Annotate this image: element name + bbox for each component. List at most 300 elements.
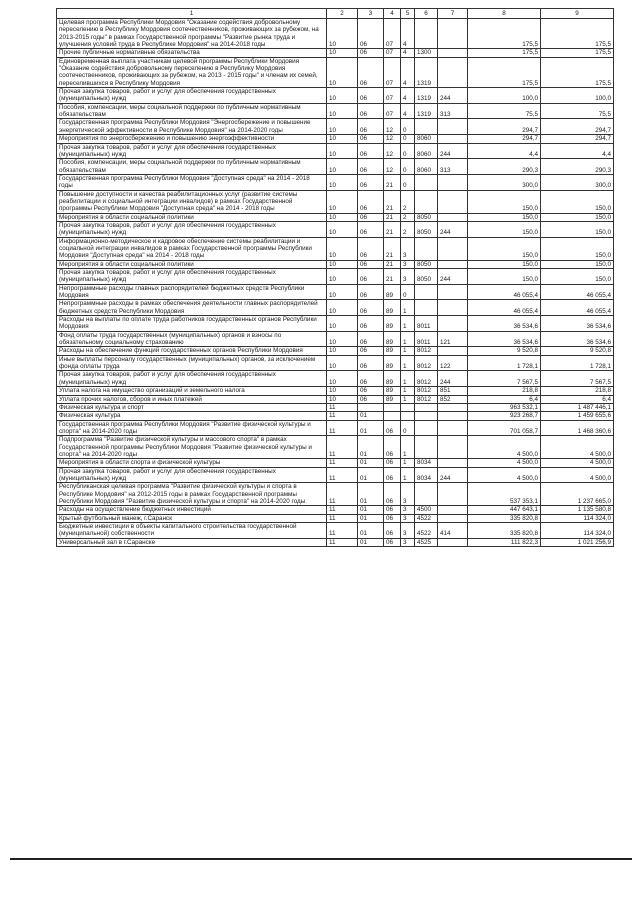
- table-row: [57, 237, 614, 260]
- table-row: [57, 420, 614, 436]
- amount-2016-cell: 1 237 665,0: [541, 483, 614, 506]
- section-code-cell: 11: [327, 506, 358, 514]
- row-name-cell: Непрограммные расходы главных распорядителей бюджетных средств Республики Мордовия: [57, 284, 327, 300]
- amount-2016-cell: 1 468 360,6: [541, 420, 614, 436]
- expense-type-cell: [438, 19, 468, 49]
- section-code-cell: 11: [327, 436, 358, 459]
- row-name-cell: Повышение доступности и качества реабилитационных услуг (развитие системы реабилитации и социальной интеграции инвалидов) в рамках Государственной программы Республики Мордовия "Доступная среда" на 2014 - 2018 годы: [57, 190, 327, 213]
- amount-2015-cell: 300,0: [468, 174, 541, 190]
- subprogram-code-cell: 3: [401, 538, 415, 546]
- table-row: [57, 221, 614, 237]
- amount-2016-cell: 9 520,8: [541, 347, 614, 355]
- article-code-cell: [415, 284, 438, 300]
- program-code-cell: 06: [384, 436, 401, 459]
- row-name-cell: Информационно-методическое и кадровое обеспечение системы реабилитации и социальной интеграции инвалидов в рамках Государственной программы Республики Мордовия "Доступная среда" на 2014 - 2018 годы: [57, 237, 327, 260]
- subprogram-code-cell: 1: [401, 347, 415, 355]
- subprogram-code-cell: 4: [401, 49, 415, 57]
- program-code-cell: 06: [384, 514, 401, 522]
- subsection-code-cell: 06: [358, 88, 384, 104]
- amount-2015-cell: 4 500,0: [468, 436, 541, 459]
- table-body: [57, 19, 614, 547]
- article-code-cell: [415, 190, 438, 213]
- program-code-cell: 07: [384, 103, 401, 119]
- subprogram-code-cell: [401, 412, 415, 420]
- program-code-cell: 12: [384, 135, 401, 143]
- subprogram-code-cell: 1: [401, 371, 415, 387]
- table-row: [57, 347, 614, 355]
- row-name-cell: Республиканская целевая программа "Развитие физической культуры и спорта в Республике Мордовия" на 2012-2015 годы в рамках Государственной программы Республики Мордовия "Развитие физической культуры и спорта" на 2014-2020 годы: [57, 483, 327, 506]
- row-name-cell: Бюджетные инвестиции в объекты капитального строительства государственной (муниципальной) собственности: [57, 523, 327, 539]
- amount-2015-cell: 100,0: [468, 88, 541, 104]
- expense-type-cell: 852: [438, 395, 468, 403]
- section-code-cell: 11: [327, 420, 358, 436]
- row-name-cell: Иные выплаты персоналу государственных (муниципальных) органов, за исключением фонда оплаты труда: [57, 355, 327, 371]
- amount-2015-cell: 4,4: [468, 143, 541, 159]
- row-name-cell: Пособия, компенсации, меры социальной поддержки по публичным нормативным обязательствам: [57, 103, 327, 119]
- article-code-cell: 8050: [415, 260, 438, 268]
- subsection-code-cell: 06: [358, 331, 384, 347]
- program-code-cell: 21: [384, 174, 401, 190]
- table-row: [57, 483, 614, 506]
- table-row: [57, 260, 614, 268]
- expense-type-cell: 121: [438, 331, 468, 347]
- subsection-code-cell: 06: [358, 316, 384, 332]
- subsection-code-cell: 01: [358, 514, 384, 522]
- amount-2016-cell: 4 500,0: [541, 467, 614, 483]
- column-header-2: 2: [327, 9, 358, 19]
- amount-2016-cell: 100,0: [541, 88, 614, 104]
- subsection-code-cell: 06: [358, 260, 384, 268]
- section-code-cell: 10: [327, 19, 358, 49]
- subsection-code-cell: 06: [358, 49, 384, 57]
- row-name-cell: Непрограммные расходы в рамках обеспечения деятельности главных распорядителей бюджетных средств Республики Мордовия: [57, 300, 327, 316]
- subsection-code-cell: [358, 403, 384, 411]
- program-code-cell: [384, 403, 401, 411]
- expense-type-cell: 244: [438, 88, 468, 104]
- program-code-cell: 89: [384, 395, 401, 403]
- table-row: [57, 119, 614, 135]
- amount-2015-cell: 175,5: [468, 19, 541, 49]
- expense-type-cell: 414: [438, 523, 468, 539]
- expense-type-cell: [438, 403, 468, 411]
- row-name-cell: Расходы на осуществление бюджетных инвестиций: [57, 506, 327, 514]
- section-code-cell: 10: [327, 119, 358, 135]
- table-row: [57, 213, 614, 221]
- expense-type-cell: 244: [438, 467, 468, 483]
- row-name-cell: Уплата налога на имущество организаций и земельного налога: [57, 387, 327, 395]
- article-code-cell: 8012: [415, 355, 438, 371]
- subsection-code-cell: 06: [358, 19, 384, 49]
- subprogram-code-cell: 3: [401, 506, 415, 514]
- expense-type-cell: [438, 459, 468, 467]
- subprogram-code-cell: 1: [401, 300, 415, 316]
- program-code-cell: 21: [384, 269, 401, 285]
- column-header-8: 8: [468, 9, 541, 19]
- article-code-cell: 8050: [415, 213, 438, 221]
- subsection-code-cell: 01: [358, 523, 384, 539]
- amount-2015-cell: 537 353,1: [468, 483, 541, 506]
- table-row: [57, 88, 614, 104]
- amount-2016-cell: 6,4: [541, 395, 614, 403]
- program-code-cell: 12: [384, 119, 401, 135]
- article-code-cell: [415, 412, 438, 420]
- row-name-cell: Фонд оплаты труда государственных (муниципальных) органов и взносы по обязательному социальному страхованию: [57, 331, 327, 347]
- section-code-cell: 10: [327, 347, 358, 355]
- subsection-code-cell: 01: [358, 420, 384, 436]
- section-code-cell: 10: [327, 371, 358, 387]
- amount-2015-cell: 46 055,4: [468, 284, 541, 300]
- program-code-cell: 06: [384, 483, 401, 506]
- row-name-cell: Мероприятия в области социальной политики: [57, 260, 327, 268]
- subsection-code-cell: 01: [358, 538, 384, 546]
- table-row: [57, 436, 614, 459]
- table-row: [57, 300, 614, 316]
- amount-2015-cell: 290,3: [468, 159, 541, 175]
- expense-type-cell: [438, 347, 468, 355]
- expense-type-cell: [438, 506, 468, 514]
- column-header-9: 9: [541, 9, 614, 19]
- row-name-cell: Прочая закупка товаров, работ и услуг для обеспечения государственных (муниципальных) нужд: [57, 371, 327, 387]
- expense-type-cell: [438, 300, 468, 316]
- subsection-code-cell: 06: [358, 395, 384, 403]
- row-name-cell: Прочая закупка товаров, работ и услуг для обеспечения государственных (муниципальных) нужд: [57, 143, 327, 159]
- amount-2016-cell: 175,5: [541, 49, 614, 57]
- program-code-cell: 89: [384, 284, 401, 300]
- amount-2015-cell: 175,5: [468, 49, 541, 57]
- program-code-cell: 89: [384, 331, 401, 347]
- expense-type-cell: 244: [438, 269, 468, 285]
- amount-2016-cell: 36 534,6: [541, 316, 614, 332]
- expense-type-cell: [438, 514, 468, 522]
- subsection-code-cell: 06: [358, 371, 384, 387]
- subsection-code-cell: 01: [358, 483, 384, 506]
- column-header-3: 3: [358, 9, 384, 19]
- subprogram-code-cell: 1: [401, 459, 415, 467]
- table-row: [57, 269, 614, 285]
- row-name-cell: Единовременная выплата участникам целевой программы Республики Мордовия "Оказание содействия добровольному переселению в Республику Мордовия соотечественников, проживающих за рубежом, на 2013 - 2015 годы" и членам их семей, переселившихся в Республику Мордовия: [57, 57, 327, 87]
- program-code-cell: 06: [384, 538, 401, 546]
- program-code-cell: 06: [384, 467, 401, 483]
- amount-2016-cell: 150,0: [541, 269, 614, 285]
- expense-type-cell: 244: [438, 143, 468, 159]
- article-code-cell: 8011: [415, 316, 438, 332]
- subsection-code-cell: 06: [358, 103, 384, 119]
- article-code-cell: 8012: [415, 371, 438, 387]
- program-code-cell: 07: [384, 49, 401, 57]
- article-code-cell: [415, 300, 438, 316]
- amount-2016-cell: 46 055,4: [541, 284, 614, 300]
- expense-type-cell: 313: [438, 103, 468, 119]
- section-code-cell: 10: [327, 57, 358, 87]
- amount-2016-cell: 114 324,0: [541, 514, 614, 522]
- program-code-cell: 06: [384, 523, 401, 539]
- expense-type-cell: [438, 119, 468, 135]
- table-row: [57, 57, 614, 87]
- subsection-code-cell: 06: [358, 135, 384, 143]
- amount-2015-cell: 447 643,1: [468, 506, 541, 514]
- section-code-cell: 10: [327, 221, 358, 237]
- section-code-cell: 10: [327, 103, 358, 119]
- program-code-cell: 07: [384, 19, 401, 49]
- table-row: [57, 523, 614, 539]
- section-code-cell: 10: [327, 387, 358, 395]
- amount-2015-cell: 150,0: [468, 221, 541, 237]
- row-name-cell: Прочая закупка товаров, работ и услуг для обеспечения государственных (муниципальных) нужд: [57, 467, 327, 483]
- expense-type-cell: [438, 483, 468, 506]
- row-name-cell: Крытый футбольный манеж, г.Саранск: [57, 514, 327, 522]
- row-name-cell: Прочая закупка товаров, работ и услуг для обеспечения государственных (муниципальных) нужд: [57, 221, 327, 237]
- article-code-cell: 8060: [415, 143, 438, 159]
- article-code-cell: 8012: [415, 395, 438, 403]
- subsection-code-cell: 06: [358, 347, 384, 355]
- subprogram-code-cell: 1: [401, 387, 415, 395]
- expense-type-cell: [438, 436, 468, 459]
- row-name-cell: Прочая закупка товаров, работ и услуг для обеспечения государственных (муниципальных) нужд: [57, 269, 327, 285]
- section-code-cell: 10: [327, 190, 358, 213]
- table-row: [57, 538, 614, 546]
- expense-type-cell: [438, 412, 468, 420]
- row-name-cell: Универсальный зал в г.Саранске: [57, 538, 327, 546]
- expense-type-cell: [438, 213, 468, 221]
- article-code-cell: [415, 420, 438, 436]
- section-code-cell: 11: [327, 483, 358, 506]
- amount-2016-cell: 4,4: [541, 143, 614, 159]
- amount-2015-cell: 150,0: [468, 213, 541, 221]
- program-code-cell: 07: [384, 57, 401, 87]
- table-row: [57, 412, 614, 420]
- row-name-cell: Мероприятия по энергосбережению и повышению энергоэффективности: [57, 135, 327, 143]
- expense-type-cell: [438, 190, 468, 213]
- article-code-cell: 8060: [415, 135, 438, 143]
- table-row: [57, 159, 614, 175]
- amount-2016-cell: 1 135 580,8: [541, 506, 614, 514]
- amount-2015-cell: 175,5: [468, 57, 541, 87]
- section-code-cell: 11: [327, 412, 358, 420]
- table-row: [57, 103, 614, 119]
- amount-2015-cell: 46 055,4: [468, 300, 541, 316]
- program-code-cell: 89: [384, 387, 401, 395]
- program-code-cell: 21: [384, 190, 401, 213]
- column-header-6: 6: [415, 9, 438, 19]
- subprogram-code-cell: 0: [401, 174, 415, 190]
- amount-2016-cell: 300,0: [541, 174, 614, 190]
- article-code-cell: 1319: [415, 103, 438, 119]
- expense-type-cell: 244: [438, 371, 468, 387]
- subsection-code-cell: 01: [358, 467, 384, 483]
- article-code-cell: 8060: [415, 159, 438, 175]
- table-row: [57, 355, 614, 371]
- amount-2016-cell: 36 534,6: [541, 331, 614, 347]
- article-code-cell: 8034: [415, 459, 438, 467]
- section-code-cell: 10: [327, 331, 358, 347]
- amount-2015-cell: 75,5: [468, 103, 541, 119]
- subsection-code-cell: 01: [358, 459, 384, 467]
- row-name-cell: Расходы на выплаты по оплате труда работников государственных органов Республики Мордовия: [57, 316, 327, 332]
- subprogram-code-cell: 3: [401, 260, 415, 268]
- article-code-cell: 1319: [415, 88, 438, 104]
- subprogram-code-cell: 1: [401, 395, 415, 403]
- amount-2015-cell: 111 822,3: [468, 538, 541, 546]
- page-bottom-rule: [10, 858, 632, 860]
- subsection-code-cell: 06: [358, 355, 384, 371]
- program-code-cell: 07: [384, 88, 401, 104]
- program-code-cell: 89: [384, 316, 401, 332]
- table-row: [57, 143, 614, 159]
- table-row: [57, 387, 614, 395]
- subprogram-code-cell: 2: [401, 190, 415, 213]
- column-header-4: 4: [384, 9, 401, 19]
- expense-type-cell: [438, 57, 468, 87]
- row-name-cell: Целевая программа Республики Мордовия "Оказание содействия добровольному переселению в Республику Мордовия соотечественников, проживающих за рубежом, на 2013-2015 годы" в рамках Государственной программы "Развитие рынка труда и улучшения условий труда в Республике Мордовия" на 2014-2018 годы: [57, 19, 327, 49]
- subprogram-code-cell: 3: [401, 237, 415, 260]
- section-code-cell: 10: [327, 395, 358, 403]
- amount-2016-cell: 290,3: [541, 159, 614, 175]
- amount-2016-cell: 150,0: [541, 213, 614, 221]
- article-code-cell: [415, 403, 438, 411]
- program-code-cell: 21: [384, 260, 401, 268]
- subsection-code-cell: 06: [358, 190, 384, 213]
- subprogram-code-cell: [401, 403, 415, 411]
- expense-type-cell: [438, 135, 468, 143]
- table-row: [57, 371, 614, 387]
- amount-2016-cell: 294,7: [541, 135, 614, 143]
- expense-type-cell: [438, 237, 468, 260]
- amount-2016-cell: 175,5: [541, 57, 614, 87]
- program-code-cell: 06: [384, 459, 401, 467]
- subprogram-code-cell: 0: [401, 420, 415, 436]
- article-code-cell: [415, 483, 438, 506]
- section-code-cell: 10: [327, 213, 358, 221]
- amount-2015-cell: 294,7: [468, 135, 541, 143]
- section-code-cell: 10: [327, 174, 358, 190]
- column-header-1: 1: [57, 9, 327, 19]
- subsection-code-cell: 06: [358, 221, 384, 237]
- section-code-cell: 10: [327, 284, 358, 300]
- section-code-cell: 10: [327, 49, 358, 57]
- program-code-cell: 12: [384, 143, 401, 159]
- subprogram-code-cell: 4: [401, 103, 415, 119]
- row-name-cell: Прочая закупка товаров, работ и услуг для обеспечения государственных (муниципальных) нужд: [57, 88, 327, 104]
- column-header-row: [57, 9, 614, 19]
- article-code-cell: [415, 237, 438, 260]
- expense-type-cell: [438, 284, 468, 300]
- amount-2015-cell: 294,7: [468, 119, 541, 135]
- subsection-code-cell: 06: [358, 57, 384, 87]
- row-name-cell: Государственная программа Республики Мордовия "Доступная среда" на 2014 - 2018 годы: [57, 174, 327, 190]
- table-row: [57, 514, 614, 522]
- amount-2016-cell: 4 500,0: [541, 459, 614, 467]
- amount-2015-cell: 6,4: [468, 395, 541, 403]
- section-code-cell: 10: [327, 269, 358, 285]
- table-row: [57, 395, 614, 403]
- amount-2016-cell: 150,0: [541, 221, 614, 237]
- amount-2016-cell: 1 021 256,9: [541, 538, 614, 546]
- amount-2015-cell: 150,0: [468, 190, 541, 213]
- budget-table: [56, 8, 614, 547]
- article-code-cell: 8012: [415, 347, 438, 355]
- article-code-cell: [415, 119, 438, 135]
- expense-type-cell: [438, 49, 468, 57]
- subsection-code-cell: 01: [358, 436, 384, 459]
- article-code-cell: 1300: [415, 49, 438, 57]
- subsection-code-cell: 06: [358, 174, 384, 190]
- section-code-cell: 10: [327, 260, 358, 268]
- amount-2015-cell: 7 567,5: [468, 371, 541, 387]
- amount-2016-cell: 46 055,4: [541, 300, 614, 316]
- subprogram-code-cell: 0: [401, 119, 415, 135]
- article-code-cell: 4522: [415, 514, 438, 522]
- section-code-cell: 10: [327, 88, 358, 104]
- subsection-code-cell: 06: [358, 237, 384, 260]
- table-row: [57, 284, 614, 300]
- article-code-cell: 8050: [415, 221, 438, 237]
- amount-2015-cell: 4 500,0: [468, 467, 541, 483]
- subsection-code-cell: 06: [358, 119, 384, 135]
- row-name-cell: Уплата прочих налогов, сборов и иных платежей: [57, 395, 327, 403]
- article-code-cell: 8012: [415, 387, 438, 395]
- subsection-code-cell: 06: [358, 143, 384, 159]
- article-code-cell: 4500: [415, 506, 438, 514]
- subprogram-code-cell: 2: [401, 213, 415, 221]
- expense-type-cell: [438, 316, 468, 332]
- program-code-cell: 06: [384, 506, 401, 514]
- program-code-cell: 21: [384, 213, 401, 221]
- program-code-cell: 21: [384, 221, 401, 237]
- amount-2015-cell: 335 820,8: [468, 523, 541, 539]
- amount-2015-cell: 963 532,1: [468, 403, 541, 411]
- amount-2015-cell: 218,8: [468, 387, 541, 395]
- subprogram-code-cell: 3: [401, 269, 415, 285]
- article-code-cell: 4522: [415, 523, 438, 539]
- subsection-code-cell: 06: [358, 284, 384, 300]
- article-code-cell: 4525: [415, 538, 438, 546]
- expense-type-cell: [438, 260, 468, 268]
- row-name-cell: Мероприятия в области спорта и физической культуры: [57, 459, 327, 467]
- amount-2015-cell: 150,0: [468, 269, 541, 285]
- subprogram-code-cell: 4: [401, 88, 415, 104]
- amount-2015-cell: 150,0: [468, 237, 541, 260]
- article-code-cell: 8034: [415, 467, 438, 483]
- amount-2016-cell: 75,5: [541, 103, 614, 119]
- amount-2015-cell: 335 820,8: [468, 514, 541, 522]
- column-header-5: 5: [401, 9, 415, 19]
- row-name-cell: Пособия, компенсации, меры социальной поддержки по публичным нормативным обязательствам: [57, 159, 327, 175]
- table-row: [57, 174, 614, 190]
- amount-2015-cell: 36 534,6: [468, 331, 541, 347]
- subprogram-code-cell: 3: [401, 514, 415, 522]
- amount-2015-cell: 36 534,6: [468, 316, 541, 332]
- table-row: [57, 403, 614, 411]
- article-code-cell: [415, 174, 438, 190]
- section-code-cell: 11: [327, 459, 358, 467]
- program-code-cell: 89: [384, 347, 401, 355]
- section-code-cell: 10: [327, 300, 358, 316]
- amount-2016-cell: 4 500,0: [541, 436, 614, 459]
- subprogram-code-cell: 0: [401, 284, 415, 300]
- subprogram-code-cell: 1: [401, 436, 415, 459]
- amount-2015-cell: 1 728,1: [468, 355, 541, 371]
- amount-2016-cell: 150,0: [541, 190, 614, 213]
- program-code-cell: 89: [384, 371, 401, 387]
- subprogram-code-cell: 0: [401, 159, 415, 175]
- section-code-cell: 11: [327, 403, 358, 411]
- program-code-cell: 21: [384, 237, 401, 260]
- row-name-cell: Расходы на обеспечение функций государственных органов Республики Мордовия: [57, 347, 327, 355]
- article-code-cell: [415, 436, 438, 459]
- subprogram-code-cell: 1: [401, 467, 415, 483]
- program-code-cell: 12: [384, 159, 401, 175]
- section-code-cell: 10: [327, 135, 358, 143]
